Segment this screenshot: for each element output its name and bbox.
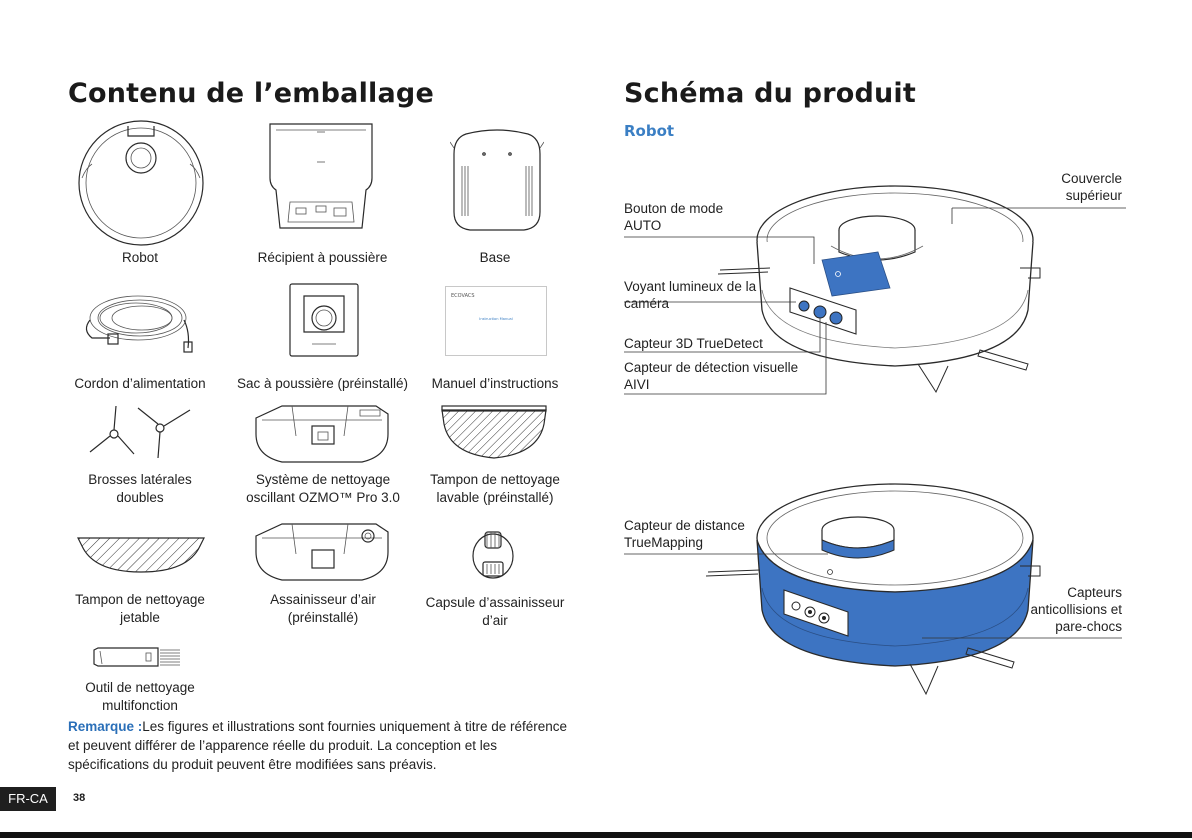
callout-camera-indicator: Voyant lumineux de la caméra (624, 279, 757, 311)
item-caption-cleaning-tool: Outil de nettoyage multifonction (85, 680, 195, 713)
freshener-capsule-icon (470, 528, 516, 582)
cleaning-tool-icon (92, 646, 182, 668)
item-caption-dust-station: Récipient à poussière (257, 250, 388, 265)
item-caption-ozmo-system: Système de nettoyage oscillant OZMO™ Pro 3.0 (246, 472, 400, 505)
item-caption-dust-bag: Sac à poussière (préinstallé) (236, 376, 409, 391)
callout-aivi-sensor: Capteur de détection visuelle AIVI (624, 360, 799, 392)
section-subtitle-robot: Robot (624, 122, 675, 140)
manual-cover-text: Instruction Manual (479, 317, 513, 321)
item-caption-disposable-pad: Tampon de nettoyage jetable (75, 592, 205, 625)
callout-auto-button: Bouton de mode AUTO (624, 201, 724, 233)
language-badge: FR-CA (0, 787, 56, 811)
item-caption-base: Base (479, 250, 511, 265)
item-caption-washable-pad: Tampon de nettoyage lavable (préinstallé) (430, 472, 560, 505)
item-caption-manual: Manuel d’instructions (431, 376, 559, 391)
callout-bumper-sensors: Capteurs anticollisions et pare-chocs (1030, 585, 1122, 634)
page-title-diagram: Schéma du produit (624, 78, 916, 109)
manual-icon (445, 286, 547, 356)
remark-note (68, 717, 568, 774)
item-caption-side-brushes: Brosses latérales doubles (88, 472, 192, 505)
washable-pad-icon (440, 404, 548, 462)
page-number: 38 (73, 792, 86, 804)
callout-truemapping-sensor: Capteur de distance TrueMapping (624, 518, 745, 550)
item-caption-power-cord: Cordon d’alimentation (74, 376, 206, 391)
ozmo-system-icon (252, 404, 392, 466)
air-freshener-icon (252, 522, 392, 584)
robot-top-icon (76, 118, 206, 248)
item-caption-freshener-capsule: Capsule d’assainisseur d’air (425, 595, 565, 628)
disposable-pad-icon (76, 532, 206, 576)
item-caption-robot: Robot (121, 250, 159, 265)
side-brushes-icon (86, 402, 196, 462)
callout-top-cover: Couvercle supérieur (1061, 171, 1122, 203)
remark-label: Remarque : (68, 719, 143, 734)
item-caption-air-freshener: Assainisseur d’air (préinstallé) (270, 592, 376, 625)
dust-station-icon (262, 118, 380, 238)
page-title-contents: Contenu de l’emballage (68, 78, 434, 109)
remark-text: Les figures et illustrations sont fournies uniquement à titre de référence et peuvent différer de l’apparence réelle du produit. La conception et les spécifications du produit peuvent être modifiées sans préavis. (68, 719, 568, 772)
base-icon (450, 124, 544, 238)
dust-bag-icon (286, 282, 362, 358)
callout-truedetect-sensor: Capteur 3D TrueDetect (624, 336, 763, 351)
bottom-rule (0, 832, 1192, 838)
power-cord-icon (80, 282, 202, 354)
manual-brand-text: ECOVACS (451, 293, 475, 299)
